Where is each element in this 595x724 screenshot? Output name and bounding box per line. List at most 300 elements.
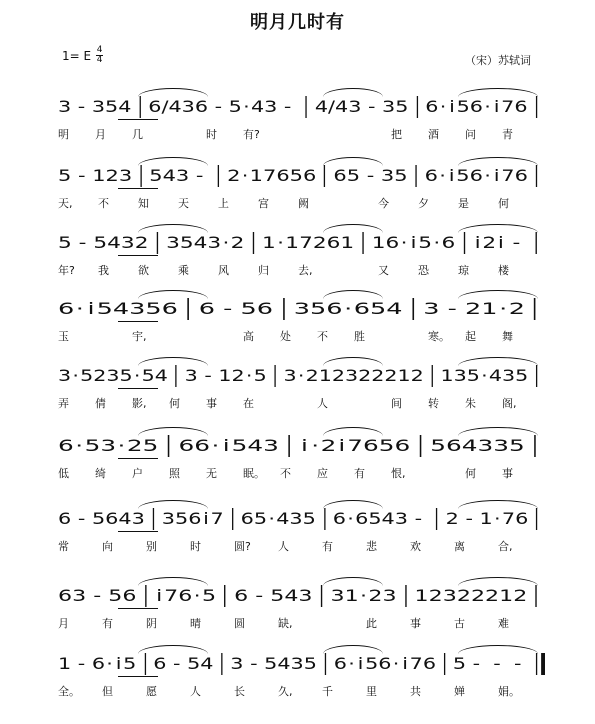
jianpu-note: 6 bbox=[256, 299, 273, 318]
lyric-syllable: 常 bbox=[58, 540, 69, 553]
jianpu-note: 7 bbox=[263, 166, 277, 185]
lyric-syllable bbox=[280, 128, 317, 142]
notation-row bbox=[58, 508, 545, 530]
lyric-syllable: 风 bbox=[218, 264, 229, 277]
jianpu-note: 3 bbox=[131, 509, 145, 528]
key-label: 1= E bbox=[62, 48, 92, 63]
lyric-syllable bbox=[322, 617, 366, 631]
lyric-syllable: 何 bbox=[169, 397, 180, 410]
jianpu-note: 5 bbox=[179, 233, 194, 252]
lyric-syllable: 年? bbox=[58, 264, 75, 277]
beat-underline bbox=[118, 188, 158, 189]
jianpu-note: - bbox=[71, 509, 92, 528]
jianpu-note: 2 bbox=[93, 366, 107, 385]
slur-mark bbox=[323, 577, 383, 586]
jianpu-note: - bbox=[408, 509, 429, 528]
lyric-syllable: 转 bbox=[428, 397, 439, 410]
jianpu-note: 6 bbox=[91, 654, 106, 673]
jianpu-note: 3 bbox=[129, 299, 146, 318]
jianpu-note: i bbox=[203, 509, 209, 528]
barline bbox=[306, 96, 307, 118]
slur-mark bbox=[458, 88, 538, 97]
jianpu-note: 4 bbox=[461, 436, 478, 455]
slur-mark bbox=[138, 427, 208, 436]
slur-mark bbox=[138, 88, 208, 97]
notation-row bbox=[58, 96, 544, 118]
jianpu-note: · bbox=[193, 586, 201, 605]
beat-underline bbox=[118, 531, 158, 532]
barline bbox=[288, 435, 290, 457]
slur-mark bbox=[458, 290, 538, 299]
jianpu-note: - bbox=[466, 654, 487, 673]
jianpu-note: 6 bbox=[276, 166, 290, 185]
barline bbox=[218, 165, 219, 187]
jianpu-note: 2 bbox=[456, 586, 471, 605]
jianpu-note: 6 bbox=[58, 299, 75, 318]
lyric-syllable bbox=[169, 128, 206, 142]
jianpu-note: 5 bbox=[452, 654, 467, 673]
barline bbox=[153, 508, 154, 530]
jianpu-note: 5 bbox=[466, 366, 480, 385]
jianpu-note: 7 bbox=[501, 97, 515, 116]
lyric-syllable: 不 bbox=[317, 330, 328, 343]
lyricist-credit: （宋）苏轼词 bbox=[465, 54, 531, 67]
jianpu-note: 6 bbox=[353, 299, 370, 318]
jianpu-note: 3 bbox=[298, 586, 313, 605]
jianpu-note: · bbox=[484, 97, 491, 116]
jianpu-note: 3 bbox=[283, 366, 297, 385]
jianpu-note: 1 bbox=[440, 366, 454, 385]
barline bbox=[405, 585, 406, 607]
jianpu-note: · bbox=[211, 436, 220, 455]
slur-mark bbox=[323, 224, 383, 233]
jianpu-note: 6 bbox=[326, 233, 341, 252]
lyric-syllable: 古 bbox=[454, 617, 465, 630]
lyric-syllable: 绮 bbox=[95, 467, 106, 480]
jianpu-note: - bbox=[86, 586, 109, 605]
meter-bottom: 4 bbox=[96, 55, 103, 65]
jianpu-note: 3 bbox=[264, 97, 278, 116]
jianpu-note: 7 bbox=[347, 436, 363, 455]
jianpu-note: 5 bbox=[141, 366, 155, 385]
lyric-syllable bbox=[280, 397, 317, 411]
lyric-syllable: 愿 bbox=[146, 685, 157, 698]
jianpu-note: 5 bbox=[119, 366, 133, 385]
lyric-syllable: 天, bbox=[58, 197, 73, 210]
jianpu-note: 5 bbox=[346, 166, 361, 185]
jianpu-note: 2 bbox=[230, 233, 245, 252]
jianpu-note: 6 bbox=[58, 436, 74, 455]
jianpu-note: 5 bbox=[264, 654, 278, 673]
barline bbox=[431, 365, 432, 387]
lyric-syllable: 胜 bbox=[354, 330, 365, 343]
jianpu-note: 2 bbox=[470, 586, 486, 605]
jianpu-note: · bbox=[360, 586, 368, 605]
jianpu-note: 1 bbox=[499, 586, 514, 605]
jianpu-note: 6 bbox=[378, 654, 392, 673]
jianpu-note: · bbox=[133, 366, 141, 385]
lyric-syllable: 明 bbox=[58, 128, 69, 141]
jianpu-note: 2 bbox=[513, 586, 528, 605]
jianpu-note: i bbox=[300, 436, 308, 455]
lyric-syllable: 夕 bbox=[418, 197, 429, 210]
jianpu-note: 6 bbox=[122, 586, 137, 605]
jianpu-note: 7 bbox=[501, 509, 516, 528]
jianpu-note: 2 bbox=[305, 366, 319, 385]
beat-underline bbox=[118, 676, 158, 677]
lyric-syllable: 但 bbox=[102, 685, 113, 698]
jianpu-note: 2 bbox=[410, 366, 424, 385]
lyric-syllable: 欲 bbox=[138, 264, 149, 277]
jianpu-note: 5 bbox=[108, 586, 123, 605]
jianpu-note: 2 bbox=[482, 233, 497, 252]
lyric-syllable: 不 bbox=[98, 197, 109, 210]
jianpu-note: - bbox=[71, 654, 92, 673]
jianpu-note: 3 bbox=[58, 366, 72, 385]
lyric-syllable bbox=[338, 197, 378, 211]
jianpu-note: 4 bbox=[247, 436, 264, 455]
jianpu-note: 2 bbox=[312, 233, 327, 252]
notation-row bbox=[58, 435, 545, 457]
lyric-syllable: 归 bbox=[258, 264, 269, 277]
lyric-syllable: 难 bbox=[498, 617, 509, 630]
lyric-syllable: 去, bbox=[298, 264, 313, 277]
jianpu-note: · bbox=[117, 436, 126, 455]
barline bbox=[535, 232, 536, 254]
lyric-syllable: 楼 bbox=[498, 264, 509, 277]
lyric-syllable bbox=[391, 330, 428, 344]
beat-underline bbox=[118, 458, 158, 459]
barline bbox=[157, 232, 158, 254]
barline bbox=[224, 585, 225, 607]
jianpu-note: · bbox=[245, 366, 253, 385]
jianpu-note: 6 bbox=[188, 509, 202, 528]
jianpu-note: 3 bbox=[207, 233, 222, 252]
jianpu-note: 3 bbox=[120, 233, 135, 252]
lyric-syllable: 寒。 bbox=[428, 330, 450, 343]
lyric-syllable: 时 bbox=[190, 540, 201, 553]
jianpu-note: 7 bbox=[210, 509, 224, 528]
jianpu-note: 5 bbox=[515, 366, 529, 385]
jianpu-note: 1 bbox=[481, 299, 498, 318]
jianpu-note: - bbox=[360, 166, 381, 185]
jianpu-note: 5 bbox=[201, 586, 217, 605]
jianpu-note: 6 bbox=[514, 97, 528, 116]
jianpu-note: i bbox=[493, 97, 500, 116]
lyric-syllable: 应 bbox=[317, 467, 328, 480]
jianpu-note: 6 bbox=[198, 299, 215, 318]
jianpu-note: 3 bbox=[442, 586, 457, 605]
jianpu-note: 5 bbox=[58, 166, 72, 185]
jianpu-note: 6 bbox=[178, 436, 195, 455]
jianpu-note: 5 bbox=[302, 509, 316, 528]
lyric-syllable: 有? bbox=[243, 128, 260, 141]
lyric-syllable: 影, bbox=[132, 397, 147, 410]
jianpu-note: 3 bbox=[330, 586, 345, 605]
jianpu-note: 5 bbox=[430, 436, 447, 455]
lyric-syllable: 人 bbox=[278, 540, 289, 553]
lyric-syllable: 月 bbox=[95, 128, 106, 141]
lyric-syllable: 又 bbox=[378, 264, 389, 277]
jianpu-note: 6 bbox=[514, 166, 528, 185]
lyric-syllable: 高 bbox=[243, 330, 254, 343]
lyric-syllable: 户 bbox=[132, 467, 143, 480]
jianpu-note: · bbox=[75, 299, 84, 318]
lyric-syllable: 青 bbox=[502, 128, 513, 141]
lyric-syllable: 别 bbox=[146, 540, 157, 553]
barline bbox=[416, 96, 417, 118]
lyric-syllable: 不 bbox=[280, 467, 291, 480]
slur-mark bbox=[323, 645, 383, 654]
lyrics-row bbox=[58, 685, 542, 699]
jianpu-note: 7 bbox=[501, 166, 515, 185]
jianpu-note: 6 bbox=[385, 233, 400, 252]
jianpu-note: 2 bbox=[105, 166, 119, 185]
barline bbox=[534, 435, 536, 457]
barline bbox=[324, 165, 325, 187]
notation-row bbox=[58, 653, 545, 675]
jianpu-note: 3 bbox=[477, 436, 494, 455]
jianpu-note: 6 bbox=[394, 436, 411, 455]
jianpu-note: 6/4 bbox=[148, 97, 182, 116]
jianpu-note: 5 bbox=[174, 509, 189, 528]
lyric-syllable: 处 bbox=[280, 330, 291, 343]
lyric-syllable: 向 bbox=[102, 540, 113, 553]
slur-mark bbox=[458, 224, 538, 233]
barline bbox=[444, 653, 445, 675]
jianpu-note: 6 bbox=[333, 166, 347, 185]
lyric-syllable bbox=[354, 128, 391, 142]
jianpu-note: 2 bbox=[384, 366, 398, 385]
jianpu-note: 3 bbox=[230, 654, 244, 673]
barline bbox=[325, 653, 326, 675]
jianpu-note: i bbox=[156, 586, 163, 605]
jianpu-note: 3 bbox=[72, 586, 87, 605]
jianpu-note: 3 bbox=[502, 366, 516, 385]
lyric-syllable bbox=[317, 128, 354, 142]
lyric-syllable: 宫 bbox=[258, 197, 269, 210]
beat-underline bbox=[118, 119, 158, 120]
jianpu-note: 6 bbox=[194, 97, 209, 116]
lyric-syllable: 上 bbox=[218, 197, 229, 210]
lyric-syllable: 玉 bbox=[58, 330, 69, 343]
barline bbox=[253, 232, 254, 254]
jianpu-note: 6 bbox=[362, 436, 379, 455]
notation-row bbox=[58, 585, 545, 607]
slur-mark bbox=[323, 88, 383, 97]
barline bbox=[536, 165, 537, 187]
jianpu-note: · bbox=[75, 436, 84, 455]
lyric-syllable: 事 bbox=[410, 617, 421, 630]
lyric-syllable: 朱 bbox=[465, 397, 476, 410]
lyric-syllable: 恨, bbox=[391, 467, 406, 480]
jianpu-note: 4 bbox=[284, 586, 299, 605]
barline bbox=[463, 232, 464, 254]
lyric-syllable: 知 bbox=[138, 197, 149, 210]
jianpu-note: · bbox=[347, 509, 354, 528]
jianpu-note: 1 bbox=[92, 166, 106, 185]
jianpu-note: - bbox=[361, 97, 383, 116]
lyrics-row bbox=[58, 197, 538, 211]
jianpu-note: · bbox=[348, 654, 355, 673]
lyrics-row bbox=[58, 467, 539, 481]
lyric-syllable bbox=[338, 264, 378, 278]
jianpu-note: 4 bbox=[107, 233, 121, 252]
jianpu-note: 4 bbox=[193, 233, 208, 252]
lyric-syllable: 时 bbox=[206, 128, 217, 141]
jianpu-note: 5 bbox=[365, 654, 379, 673]
jianpu-note: 3 bbox=[175, 166, 190, 185]
jianpu-note: 3 bbox=[100, 436, 117, 455]
jianpu-note: 3 bbox=[348, 97, 362, 116]
jianpu-note: - bbox=[214, 299, 241, 318]
jianpu-note: · bbox=[311, 436, 320, 455]
jianpu-note: 1 bbox=[249, 166, 264, 185]
slur-mark bbox=[138, 645, 208, 654]
jianpu-note: 1 bbox=[479, 509, 493, 528]
barline bbox=[188, 298, 190, 320]
jianpu-note: 6 bbox=[355, 509, 369, 528]
lyric-syllable: 里 bbox=[366, 685, 377, 698]
lyric-syllable: 何 bbox=[465, 467, 476, 480]
jianpu-note: · bbox=[484, 166, 491, 185]
jianpu-note: · bbox=[439, 166, 446, 185]
slur-mark bbox=[323, 427, 383, 436]
jianpu-note: 6 bbox=[332, 509, 346, 528]
jianpu-note: 2 bbox=[465, 299, 482, 318]
jianpu-note: 3 bbox=[423, 299, 440, 318]
lyric-syllable: 人 bbox=[317, 397, 328, 410]
meter-top: 4 bbox=[96, 45, 103, 55]
jianpu-note: 5 bbox=[253, 509, 268, 528]
jianpu-note: i bbox=[115, 654, 122, 673]
lyric-syllable: 欢 bbox=[410, 540, 421, 553]
jianpu-note: 2 bbox=[485, 586, 500, 605]
lyric-syllable: 圆? bbox=[234, 540, 251, 553]
jianpu-note: 5 bbox=[303, 654, 317, 673]
barline bbox=[362, 232, 363, 254]
jianpu-note: - bbox=[277, 97, 298, 116]
jianpu-note: 6 bbox=[234, 586, 249, 605]
slur-mark bbox=[458, 357, 538, 366]
lyric-syllable: 宇, bbox=[132, 330, 147, 343]
jianpu-note: 4 bbox=[118, 509, 132, 528]
jianpu-note: 5 bbox=[84, 436, 101, 455]
jianpu-note: · bbox=[222, 233, 230, 252]
jianpu-note: 5 bbox=[142, 436, 159, 455]
lyrics-row bbox=[58, 330, 539, 344]
lyric-syllable: 悲 bbox=[366, 540, 377, 553]
lyrics-row bbox=[58, 397, 539, 411]
lyric-syllable: 恐 bbox=[418, 264, 429, 277]
lyric-syllable: 何 bbox=[498, 197, 509, 210]
jianpu-note: 7 bbox=[409, 654, 423, 673]
jianpu-note: 6 bbox=[326, 299, 343, 318]
jianpu-note: i bbox=[448, 166, 455, 185]
jianpu-note: - bbox=[71, 97, 92, 116]
lyrics-row bbox=[58, 617, 542, 631]
final-barline bbox=[536, 653, 545, 675]
jianpu-note: 3 bbox=[382, 97, 396, 116]
slur-mark bbox=[458, 577, 538, 586]
slur-mark bbox=[323, 357, 383, 366]
jianpu-note: 3 bbox=[493, 436, 510, 455]
barline bbox=[535, 298, 537, 320]
jianpu-note: 3 bbox=[161, 509, 175, 528]
song-title: 明月几时有 bbox=[250, 12, 345, 33]
jianpu-note: 1 bbox=[397, 366, 411, 385]
jianpu-note: 5 bbox=[149, 166, 163, 185]
lyrics-row bbox=[58, 128, 539, 142]
slur-mark bbox=[138, 357, 208, 366]
lyric-syllable: 在 bbox=[243, 397, 254, 410]
lyric-syllable: 有 bbox=[102, 617, 113, 630]
jianpu-note: - bbox=[71, 166, 93, 185]
jianpu-note: i bbox=[402, 654, 408, 673]
jianpu-note: 5 bbox=[96, 299, 113, 318]
lyric-syllable: 阁, bbox=[502, 397, 517, 410]
notation-row bbox=[58, 232, 545, 254]
jianpu-note: 6 bbox=[469, 97, 483, 116]
lyric-syllable: 起 bbox=[465, 330, 476, 343]
jianpu-note: 4 bbox=[276, 509, 290, 528]
lyric-syllable: 阴 bbox=[146, 617, 157, 630]
jianpu-note: 5 bbox=[369, 299, 387, 318]
jianpu-note: 2 bbox=[227, 166, 241, 185]
jianpu-note: 4 bbox=[381, 509, 395, 528]
jianpu-note: i bbox=[449, 97, 455, 116]
lyric-syllable: 乘 bbox=[178, 264, 189, 277]
lyric-syllable: 长 bbox=[234, 685, 245, 698]
notation-row bbox=[58, 165, 545, 187]
jianpu-note: · bbox=[106, 654, 113, 673]
beat-underline bbox=[118, 321, 158, 322]
jianpu-note: - bbox=[71, 233, 94, 252]
jianpu-note: · bbox=[494, 509, 501, 528]
jianpu-note: 5 bbox=[231, 436, 248, 455]
jianpu-note: 5 bbox=[58, 233, 72, 252]
jianpu-note: 3 bbox=[118, 166, 133, 185]
lyric-syllable bbox=[95, 330, 132, 344]
barline bbox=[283, 298, 285, 320]
slur-mark bbox=[458, 645, 538, 654]
slur-mark bbox=[458, 157, 538, 166]
jianpu-note: · bbox=[400, 233, 408, 252]
jianpu-note: 6 bbox=[446, 436, 462, 455]
jianpu-note: 3 bbox=[184, 366, 198, 385]
jianpu-note: i bbox=[222, 436, 230, 455]
jianpu-note: - bbox=[486, 654, 508, 673]
lyric-syllable bbox=[206, 330, 243, 344]
beat-underline bbox=[118, 255, 158, 256]
jianpu-note: 5 bbox=[310, 299, 327, 318]
lyric-syllable: 问 bbox=[465, 128, 476, 141]
slur-mark bbox=[138, 290, 208, 299]
barline bbox=[145, 585, 146, 607]
lyric-syllable: 婵 bbox=[454, 685, 465, 698]
lyric-syllable bbox=[354, 397, 391, 411]
barline bbox=[536, 585, 537, 607]
jianpu-note: 5 bbox=[123, 654, 137, 673]
jianpu-note: - bbox=[507, 654, 529, 673]
jianpu-note: - bbox=[166, 654, 188, 673]
jianpu-note: - bbox=[208, 97, 229, 116]
jianpu-note: 3 bbox=[91, 97, 106, 116]
jianpu-note: 5 bbox=[93, 233, 108, 252]
jianpu-note: i bbox=[87, 299, 95, 318]
jianpu-note: 6 bbox=[333, 654, 347, 673]
jianpu-note: 3 bbox=[345, 366, 359, 385]
